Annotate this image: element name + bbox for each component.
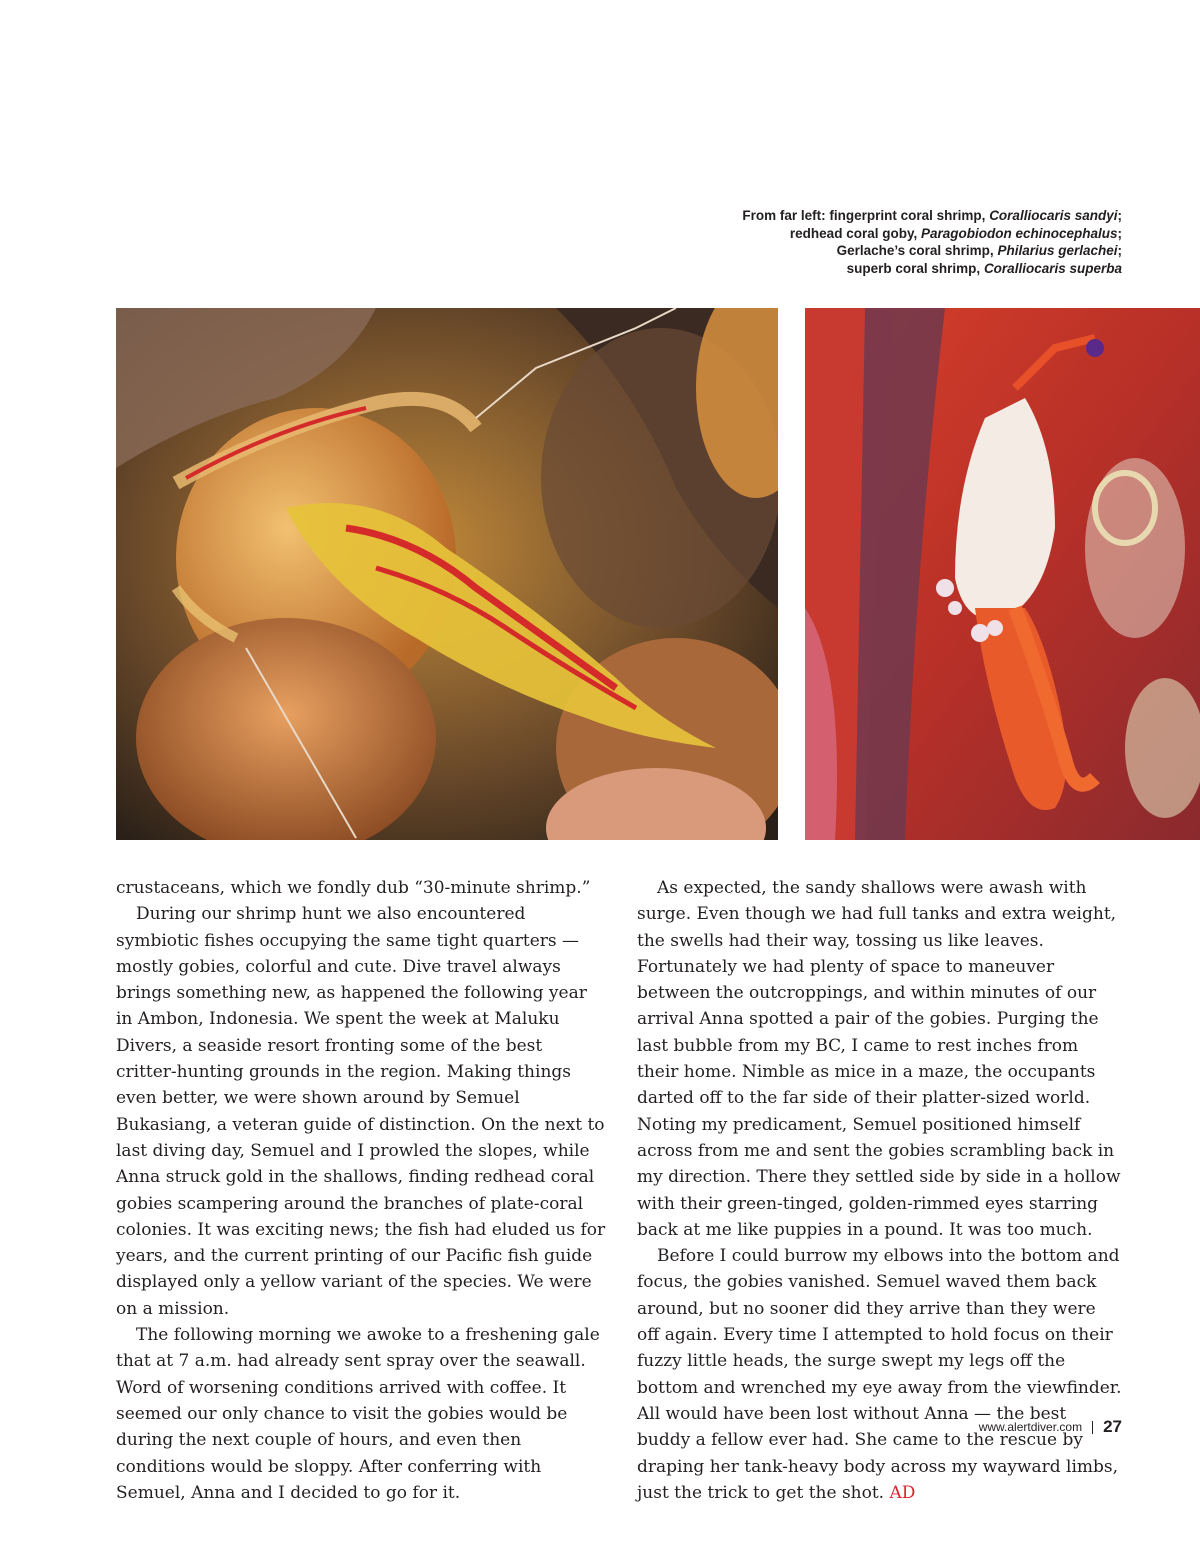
page-number: 27 xyxy=(1103,1417,1122,1436)
photo-caption xyxy=(482,207,1122,277)
footer-divider xyxy=(1092,1421,1093,1434)
article-column-right xyxy=(637,875,1123,1506)
article-paragraph: The following morning we awoke to a freshening gale that at 7 a.m. had already sent spray over the seawall. Word of worsening conditions arrived with coffee. It seemed our only chance to visit the gobies would be during the next couple of hours, and even then conditions would be sloppy. After conferring with Semuel, Anna and I decided to go for it. xyxy=(116,1325,600,1503)
caption-line-1: From far left: fingerprint coral shrimp, Coralliocaris sandyi; xyxy=(742,208,1122,223)
article-end-mark: AD xyxy=(889,1482,916,1503)
caption-scientific-name: Philarius gerlachei xyxy=(997,243,1118,258)
article-paragraph: During our shrimp hunt we also encountered symbiotic fishes occupying the same tight quarters — mostly gobies, colorful and cute. Dive travel always brings something new, as happened the following year in Ambon, Indonesia. We spent the week at Maluku Divers, a seaside resort fronting some of the best critter-hunting grounds in the region. Making things even better, we were shown around by Semuel Bukasiang, a veteran guide of distinction. On the next to last diving day, Semuel and I prowled the slopes, while Anna struck gold in the shallows, finding redhead coral gobies scampering around the branches of plate-coral colonies. It was exciting news; the fish had eluded us for years, and the current printing of our Pacific fish guide displayed only a yellow variant of the species. We were on a mission. xyxy=(116,904,606,1319)
coral-shrimp-on-red-sponge-photo xyxy=(805,308,1200,840)
article-column-left xyxy=(116,875,608,1506)
caption-line-3: Gerlache’s coral shrimp, Philarius gerlachei; xyxy=(836,243,1122,258)
caption-scientific-name: Coralliocaris superba xyxy=(983,260,1122,276)
caption-line-4: superb coral shrimp, Coralliocaris superba xyxy=(846,260,1122,276)
website-url: www.alertdiver.com xyxy=(978,1420,1083,1434)
article-paragraph: Before I could burrow my elbows into the bottom and focus, the gobies vanished. Semuel waved them back around, but no sooner did they arrive than they were off again. Every time I attempted to hold focus on their fuzzy little heads, the surge swept my legs off the bottom and wrenched my eye away from the viewfinder. All would have been lost without Anna — the best buddy a fellow ever had. She came to the rescue by draping her tank-heavy body across my wayward limbs, just the trick to get the shot. AD xyxy=(637,1246,1122,1503)
caption-scientific-name: Paragobiodon echinocephalus xyxy=(920,225,1118,241)
shrimp-photo-illustration xyxy=(805,308,1200,840)
article-paragraph: crustaceans, which we fondly dub “30-minute shrimp.” xyxy=(116,878,591,898)
caption-scientific-name: Coralliocaris sandyi xyxy=(989,208,1118,223)
caption-line-2: redhead coral goby, Paragobiodon echinocephalus; xyxy=(789,225,1122,241)
page-footer xyxy=(979,1417,1122,1437)
fingerprint-coral-shrimp-photo xyxy=(116,308,778,840)
shrimp-photo-illustration xyxy=(116,308,778,840)
article-paragraph: As expected, the sandy shallows were awash with surge. Even though we had full tanks and extra weight, the swells had their way, tossing us like leaves. Fortunately we had plenty of space to maneuver between the outcroppings, and within minutes of our arrival Anna spotted a pair of the gobies. Purging the last bubble from my BC, I came to rest inches from their home. Nimble as mice in a maze, the occupants darted off to the far side of their platter-sized world. Noting my predicament, Semuel positioned himself across from me and sent the gobies scrambling back in my direction. There they settled side by side in a hollow with their green-tinged, golden-rimmed eyes starring back at me like puppies in a pound. It was too much. xyxy=(637,878,1121,1240)
